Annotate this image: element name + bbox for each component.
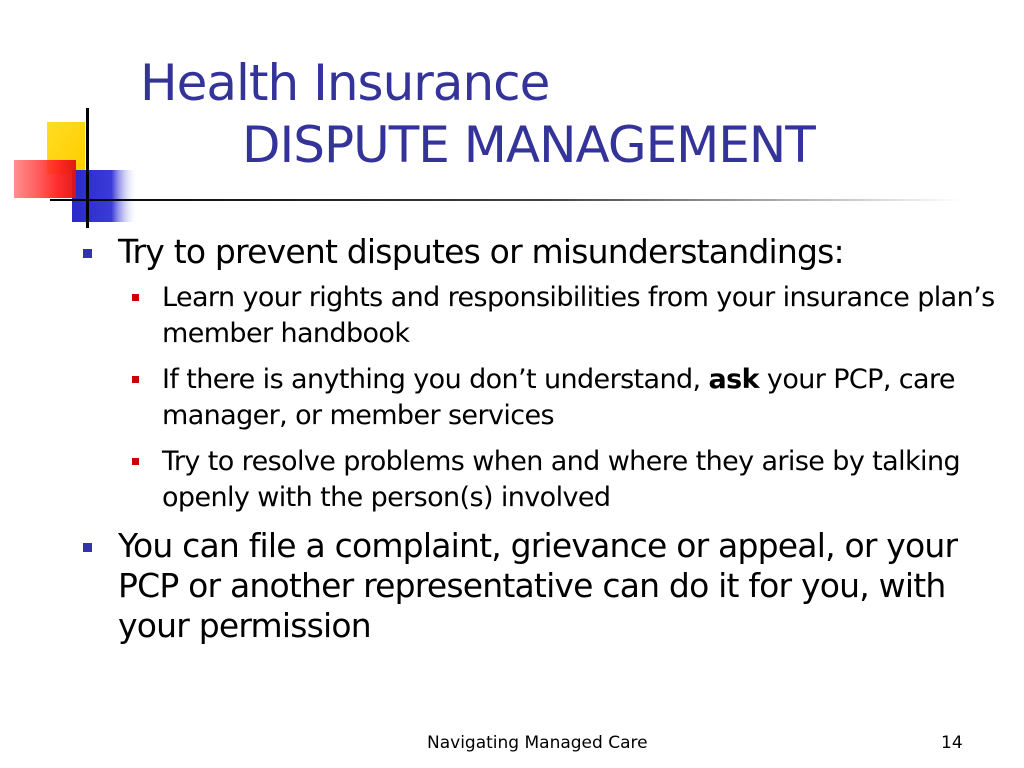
slide-number: 14 [941, 733, 963, 753]
bullet-list [80, 232, 1000, 646]
sub-bullet-text: Try to resolve problems when and where they arise by talking openly with the person(s) involved [162, 446, 961, 513]
square-bullet-icon [83, 249, 92, 258]
footer-title: Navigating Managed Care [427, 733, 648, 753]
square-bullet-icon [132, 294, 139, 301]
bullet-text: You can file a complaint, grievance or appeal, or your PCP or another representative can do it for you, with your permission [118, 526, 958, 645]
sub-bullet-text: Learn your rights and responsibilities from your insurance plan’s member handbook [162, 282, 995, 349]
overlapping-squares-logo-icon [0, 0, 160, 240]
slide-title [140, 52, 815, 176]
bullet-item [80, 526, 1000, 646]
sub-bullet-text-post: your PCP, care manager, or member services [162, 364, 955, 431]
sub-bullet-item [80, 444, 1000, 516]
sub-bullet-item [80, 280, 1000, 352]
square-bullet-icon [132, 376, 139, 383]
title-line-1: Health Insurance [140, 54, 550, 112]
sub-bullet-list [80, 280, 1000, 516]
bullet-item [80, 232, 1000, 272]
sub-bullet-item [80, 362, 1000, 434]
sub-bullet-text-bold: ask [708, 364, 759, 395]
square-bullet-icon [132, 458, 139, 465]
bullet-text: Try to prevent disputes or misunderstandings: [118, 232, 844, 271]
sub-bullet-text-pre: If there is anything you don’t understand, [162, 364, 709, 395]
square-bullet-icon [83, 543, 92, 552]
title-line-2: DISPUTE MANAGEMENT [242, 116, 815, 174]
title-divider [52, 199, 962, 201]
